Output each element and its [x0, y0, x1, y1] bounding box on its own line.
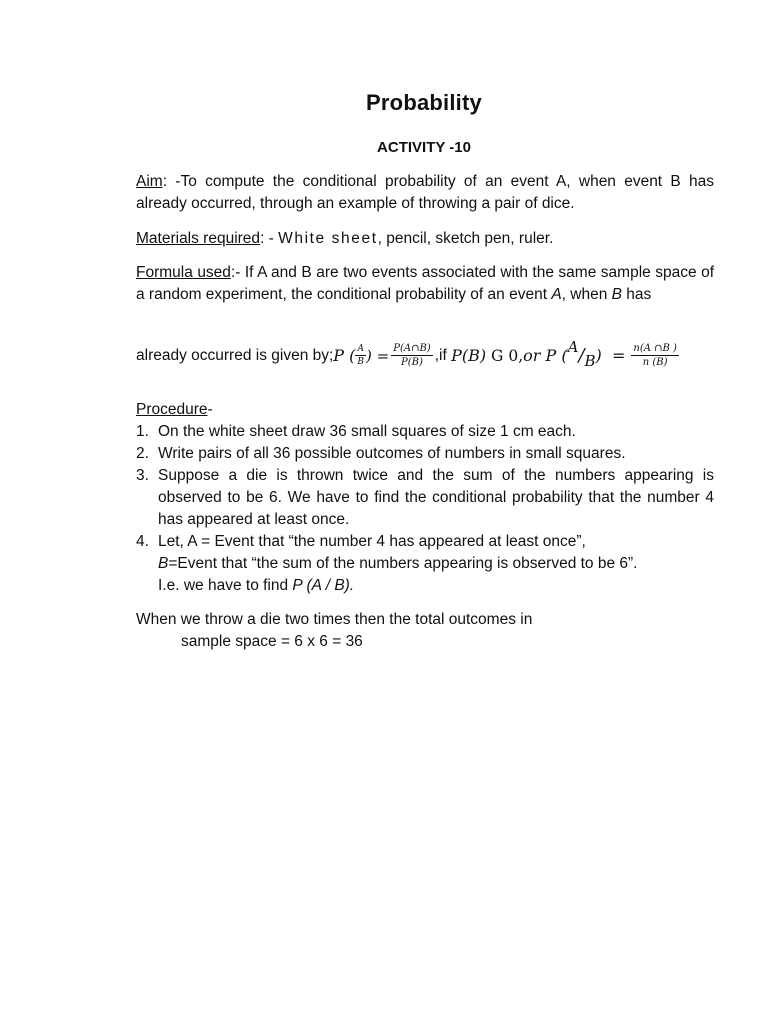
procedure-heading [136, 399, 714, 421]
step-text: Write pairs of all 36 possible outcomes of numbers in small squares. [158, 445, 626, 462]
step-number: 4. [136, 533, 149, 550]
step-text: Suppose a die is thrown twice and the sum of the numbers appearing is observed to be 6. We have to find the conditional probability that the number 4 has appeared at least once. [158, 467, 714, 528]
formula-pb: P(B) [451, 345, 487, 365]
formula-cond-prefix: ,if [434, 346, 452, 364]
procedure-step [136, 421, 714, 443]
small-b: B [357, 357, 365, 368]
formula-p-close: ) = [366, 346, 390, 365]
step-number: 2. [136, 445, 149, 462]
materials-paragraph [136, 228, 714, 250]
formula-close-eq: ) = [595, 345, 626, 365]
fraction2-numerator: n(A ∩B ) [633, 343, 677, 355]
step4-line3-prefix: I.e. we have to find [158, 577, 293, 594]
materials-prefix: : - [260, 230, 279, 247]
closing-line-1: When we throw a die two times then the total outcomes in [136, 611, 533, 628]
activity-heading: ACTIVITY -10 [377, 139, 471, 156]
aim-paragraph [136, 171, 714, 215]
formula-equation-line [136, 336, 736, 372]
formula-slash: / [578, 344, 585, 366]
formula-label: Formula used [136, 264, 231, 281]
step-number: 1. [136, 423, 149, 440]
formula-line2-text: already occurred is given by; [136, 346, 334, 364]
aim-label: Aim [136, 173, 163, 190]
small-a: A [355, 343, 366, 356]
procedure-step [136, 531, 714, 597]
fraction2-denominator: n (B) [642, 357, 668, 369]
formula-p-open: P ( [333, 345, 356, 365]
formula-text-2: , when [561, 286, 612, 303]
procedure-label: Procedure [136, 401, 208, 418]
small-fraction-a-b [355, 343, 366, 368]
formula-var-b: B [611, 286, 622, 303]
fraction-probability [391, 342, 432, 369]
step-text: On the white sheet draw 36 small squares of size 1 cm each. [158, 423, 576, 440]
formula-g0: G 0, [486, 346, 524, 365]
step4-var-b: B [158, 555, 169, 572]
formula-a-over: A [567, 338, 579, 356]
closing-line-2: sample space = 6 x 6 = 36 [181, 633, 363, 650]
closing-paragraph [136, 609, 714, 653]
step-text: Let, A = Event that “the number 4 has appeared at least once”, [158, 533, 586, 550]
formula-text-3: has [621, 286, 652, 303]
materials-label: Materials required [136, 230, 261, 247]
formula-or-p: or P ( [523, 345, 568, 365]
fraction-count [631, 342, 679, 369]
procedure-step [136, 443, 714, 465]
materials-sheet: White sheet [278, 230, 378, 247]
fraction1-numerator: P(A∩B) [393, 343, 431, 355]
aim-text: : -To compute the conditional probability of an event A, when event B has already occurred, through an example of throwing a pair of dice. [136, 173, 714, 212]
procedure-dash: - [207, 401, 213, 418]
page-title: Probability [366, 90, 482, 115]
materials-rest: , pencil, sketch pen, ruler. [377, 230, 554, 247]
procedure-step [136, 465, 714, 531]
formula-text-1: :- If A and B are two events associated with the same sample space of a random experiment, the conditional probability of an event [136, 264, 714, 303]
fraction1-denominator: P(B) [401, 357, 423, 369]
formula-var-a: A [551, 286, 562, 303]
step-number: 3. [136, 467, 149, 484]
step4-line3-italic: P (A / B). [292, 577, 355, 594]
formula-b-under: B [584, 352, 596, 370]
step4-line2: =Event that “the sum of the numbers appearing is observed to be 6”. [168, 555, 638, 572]
formula-paragraph [136, 262, 714, 306]
procedure-list [136, 421, 714, 597]
